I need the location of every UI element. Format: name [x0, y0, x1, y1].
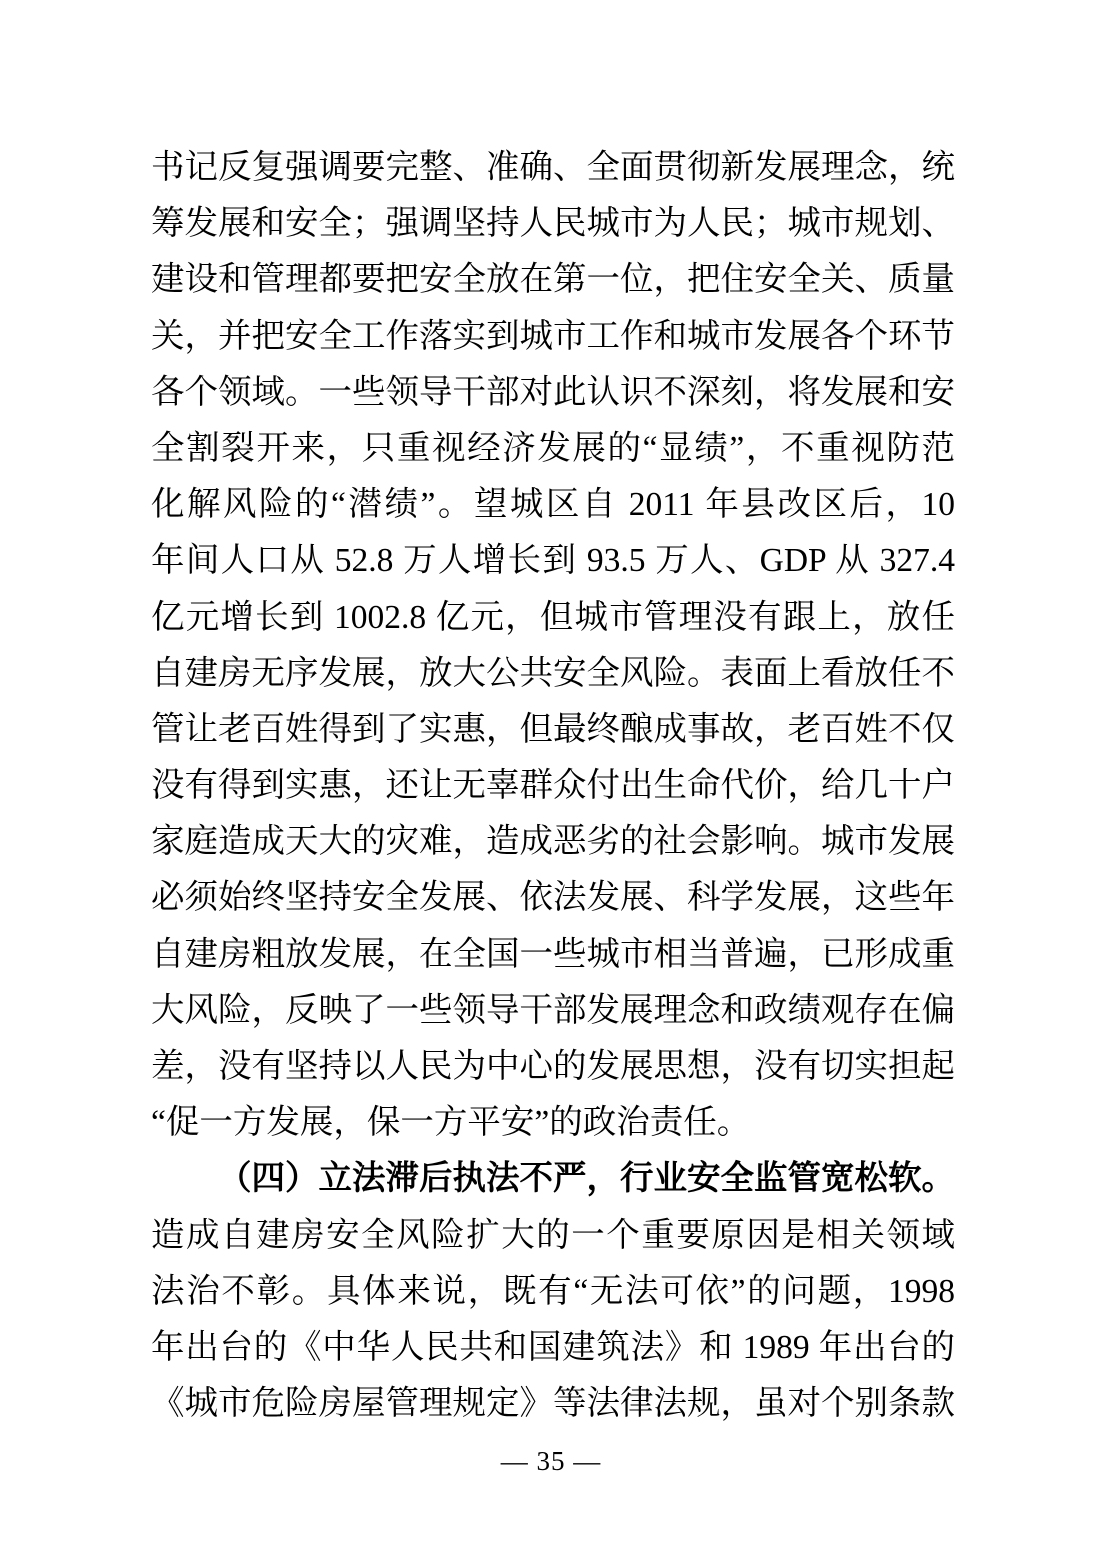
body-line: 管让老百姓得到了实惠，但最终酿成事故，老百姓不仅	[151, 710, 955, 748]
body-line: 自建房无序发展，放大公共安全风险。表面上看放任不	[151, 654, 955, 692]
body-line: 化解风险的“潜绩”。望城区自 2011 年县改区后，10	[151, 486, 955, 524]
body-line: 书记反复强调要完整、准确、全面贯彻新发展理念，统	[151, 149, 955, 186]
page-number: — 35 —	[500, 1446, 602, 1476]
body-line: 关，并把安全工作落实到城市工作和城市发展各个环节	[151, 317, 955, 355]
body-line: 差，没有坚持以人民为中心的发展思想，没有切实担起	[151, 1048, 955, 1085]
body-line: 筹发展和安全；强调坚持人民城市为人民；城市规划、	[151, 205, 955, 243]
body-line: 造成自建房安全风险扩大的一个重要原因是相关领域	[151, 1216, 955, 1254]
body-line: 各个领域。一些领导干部对此认识不深刻，将发展和安	[151, 373, 955, 411]
body-line: 自建房粗放发展，在全国一些城市相当普遍，已形成重	[151, 935, 955, 973]
body-line: 必须始终坚持安全发展、依法发展、科学发展，这些年	[151, 879, 955, 917]
body-line: 全割裂开来，只重视经济发展的“显绩”，不重视防范	[151, 429, 955, 467]
body-line: “促一方发展，保一方平安”的政治责任。	[151, 1104, 751, 1142]
section-heading-line: （四）立法滞后执法不严，行业安全监管宽松软。	[218, 1160, 955, 1198]
body-line: 《城市危险房屋管理规定》等法律法规，虽对个别条款	[151, 1385, 955, 1423]
body-text	[151, 140, 955, 1432]
body-line: 建设和管理都要把安全放在第一位，把住安全关、质量	[151, 261, 955, 299]
body-line: 亿元增长到 1002.8 亿元，但城市管理没有跟上，放任	[151, 598, 955, 636]
body-line: 大风险，反映了一些领导干部发展理念和政绩观存在偏	[151, 991, 955, 1029]
body-line: 家庭造成天大的灾难，造成恶劣的社会影响。城市发展	[151, 823, 955, 861]
body-line: 年间人口从 52.8 万人增长到 93.5 万人、GDP 从 327.4	[151, 542, 955, 580]
body-line: 没有得到实惠，还让无辜群众付出生命代价，给几十户	[151, 767, 955, 805]
body-line: 年出台的《中华人民共和国建筑法》和 1989 年出台的	[151, 1328, 955, 1366]
body-line: 法治不彰。具体来说，既有“无法可依”的问题，1998	[151, 1272, 955, 1310]
